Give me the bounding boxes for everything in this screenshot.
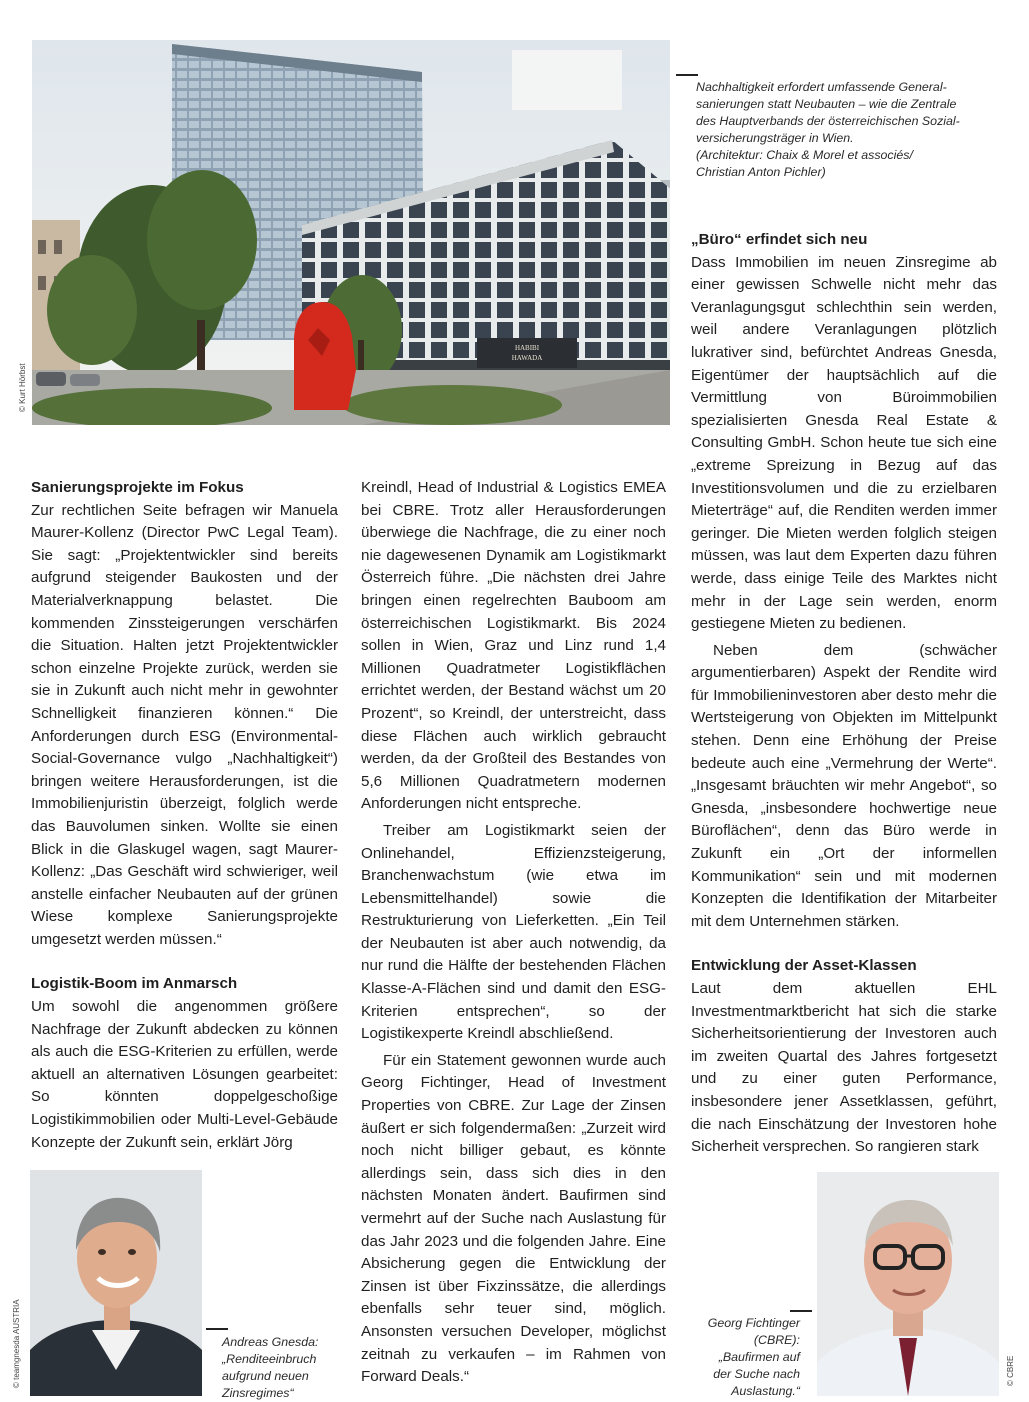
- caption-line: des Hauptverbands der österreichischen Sozial-: [696, 114, 960, 128]
- sign-line-2: HAWADA: [511, 354, 543, 362]
- caption-line: Andreas Gnesda:: [222, 1335, 319, 1349]
- sign-line-1: HABIBI: [514, 344, 540, 352]
- column-3: [691, 229, 997, 1159]
- caption-line: (Architektur: Chaix & Morel et associés/: [696, 148, 913, 162]
- portrait-credit-right: © CBRE: [1006, 1355, 1015, 1386]
- caption-line: Georg Fichtinger: [707, 1316, 800, 1330]
- portrait-caption-rule-right: [790, 1310, 812, 1312]
- caption-line: Zinsregimes“: [222, 1386, 294, 1400]
- photo-credit: © Kurt Hörbst: [18, 363, 27, 412]
- column-2: [361, 477, 666, 1389]
- caption-line: versicherungsträger in Wien.: [696, 131, 854, 145]
- paragraph: Dass Immobilien im neuen Zinsregime ab einer gewissen Schwelle nicht mehr das Veranlagungsgut schlechthin sein werden, weil andere Veranlagungen plötzlich lukrativer sind, befürchtet Andreas Gnesda, Eigentümer der hauptsächlich auf die Vermittlung von Büroimmobilien spezialisierten Gnesda Real Estate & Consulting GmbH. Schon heute tue sich eine „extreme Spreizung in Bezug auf das Investitionsvolumen und die zu erzielbaren Mieterträge“ auf, die Renditen werden immer geringer. Die Mieten werden folglich steigen müssen, was laut dem Experten dazu führen werde, dass einige Teile des Marktes nicht mehr in der Lage sein werden, enorm gestiegene Mieten zu bedienen.: [691, 253, 997, 633]
- caption-line: (CBRE):: [753, 1333, 800, 1347]
- portrait-caption-right: [680, 1315, 800, 1400]
- paragraph: Neben dem (schwächer argumentierbaren) Aspekt der Rendite wird für Immobilieninvestoren aber desto mehr die Wertsteigerung von Objekten im Mittelpunkt stehen. Denn eine Erhöhung der Preise bedeute auch eine „Vermehrung der Werte“. „Insgesamt bräuchten wir mehr Angebot“, so Gnesda, „insbesondere hochwertige neue Büroflächen“, denn das Büro werde in Zukunft ein „Ort der informellen Kommunikation“ sein und mit modernen Konzepten die Identifikation der Mitarbeiter mit dem Unternehmen stärken.: [691, 641, 997, 930]
- caption-line: „Renditeeinbruch: [222, 1352, 317, 1366]
- building-photo: [32, 40, 670, 425]
- caption-line: Nachhaltigkeit erfordert umfassende General-: [696, 80, 947, 94]
- paragraph: Zur rechtlichen Seite befragen wir Manuela Maurer-Kollenz (Director PwC Legal Team). Sie sagt: „Projektentwickler sind bereits aufgrund steigender Baukosten und der Materialverknappung belastet. Die kommenden Zinssteigerungen verschärfen die Situation. Halten jetzt Projektentwickler schon einzelne Projekte zurück, werden sie sie in Zukunft auch nicht mehr in gewohnter Schnelligkeit finanzieren können.“ Die Anforderungen durch ESG (Environmental-Social-Governance vulgo „Nachhaltigkeit“) bringen weitere Herausforderungen, ist die Immobilienjuristin überzeigt, folglich werde das Bauvolumen sinken. Wollte sie einen Blick in die Glaskugel wagen, sagt Maurer-Kollenz: „Das Geschäft wird schwieriger, weil anstelle einfacher Neubauten auf der grünen Wiese komplexe Sanierungsprojekte umgesetzt werden müssen.“: [31, 501, 338, 948]
- paragraph: Treiber am Logistikmarkt seien der Onlinehandel, Effizienzsteigerung, Branchenwachstum (wie etwa im Lebensmittelhandel) sowie die Restrukturierung von Lieferketten. „Ein Teil der Neubauten ist aber auch notwendig, da nur rund die Hälfte der bestehenden Flächen Klasse-A-Flächen sind und damit den ESG-Kriterien entsprechen“, so der Logistikexperte Kreindl abschließend.: [361, 821, 666, 1043]
- heading-buero: „Büro“ erfindet sich neu: [691, 231, 868, 248]
- portrait-caption-left: [222, 1334, 352, 1402]
- portrait-andreas-gnesda: [30, 1170, 202, 1396]
- caption-line: sanierungen statt Neubauten – wie die Zentrale: [696, 97, 957, 111]
- heading-logistik-boom: Logistik-Boom im Anmarsch: [31, 975, 238, 993]
- paragraph: Laut dem aktuellen EHL Investmentmarktbericht hat sich die starke Sicherheitsorientierung der Investoren auch im zweiten Quartal des Jahres fortgesetzt und zu einer guten Performance, insbesondere jener Assetklassen, geführt, die nach Einschätzung der Investoren hohe Sicherheit versprechen. So rangieren stark: [691, 980, 997, 1156]
- paragraph: Um sowohl die angenommen größere Nachfrage der Zukunft abdecken zu können als auch die ESG-Kriterien zu erfüllen, werde aktuell an alternativen Lösungen gearbeitet: So könnten doppelgeschoßige Logistikimmobilien oder Multi-Level-Gebäude Konzepte der Zukunft sein, erklärt Jörg: [31, 998, 338, 1151]
- paragraph: Kreindl, Head of Industrial & Logistics EMEA bei CBRE. Trotz aller Herausforderungen überwiege die Nachfrage, die zu einer noch nie dagewesenen Dynamik am Logistikmarkt Österreich führe. „Die nächsten drei Jahre bringen einen regelrechten Bauboom am österreichischen Logistikmarkt. Bis 2024 sollen in Wien, Graz und Linz rund 1,4 Millionen Quadratmeter Logistikflächen errichtet werden, der Bestand wächst um 20 Prozent“, so Kreindl, der unterstreicht, dass diese Flächen auch wirklich gebraucht werden, da der Großteil des Bestandes von 5,6 Millionen Quadratmetern modernen Anforderungen nicht entspreche.: [361, 479, 666, 813]
- portrait-georg-fichtinger: [817, 1172, 999, 1396]
- heading-sanierungsprojekte: Sanierungsprojekte im Fokus: [31, 479, 244, 496]
- paragraph: Für ein Statement gewonnen wurde auch Georg Fichtinger, Head of Investment Properties von CBRE. Zur Lage der Zinsen äußert er sich folgendermaßen: „Zurzeit wird noch nicht billiger gebaut, es könnte allerdings sein, dass sich dies in den nächsten Monaten ändert. Baufirmen sind vermehrt auf der Suche nach Auslastung für das Jahr 2023 und die folgenden Jahre. Eine Absicherung gegen die Entwicklung der Zinsen ist über Fixzinssätze, die allerdings ebenfalls sehr teuer sind, möglich. Ansonsten versuchen Developer, möglichst zeitnah zu verkaufen – im Rahmen von Forward Deals.“: [361, 1051, 666, 1386]
- caption-line: Auslastung.“: [731, 1384, 800, 1398]
- caption-line: Christian Anton Pichler): [696, 165, 826, 179]
- caption-line: der Suche nach: [713, 1367, 800, 1381]
- top-caption: [696, 79, 996, 181]
- portrait-caption-rule-left: [206, 1328, 228, 1330]
- portrait-credit-left: © teamgnesda AUSTRIA: [12, 1299, 21, 1388]
- caption-line: „Baufirmen auf: [718, 1350, 800, 1364]
- caption-line: aufgrund neuen: [222, 1369, 309, 1383]
- caption-rule: [676, 74, 698, 76]
- heading-asset-klassen: Entwicklung der Asset-Klassen: [691, 957, 917, 975]
- column-1: [31, 477, 338, 1154]
